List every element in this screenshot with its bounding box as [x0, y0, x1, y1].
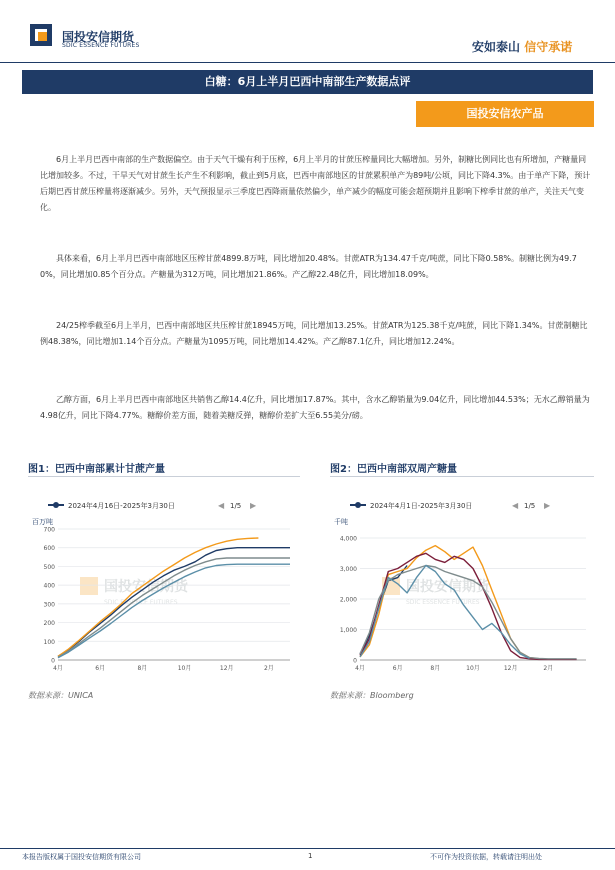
chart-2-ylabel: 千吨: [334, 518, 348, 526]
product-tag: 国投安信农产品: [416, 101, 594, 127]
footer-disclaimer: 不可作为投资依据，转载请注明出处: [430, 853, 542, 861]
watermark-text-en: SDIC ESSENCE FUTURES: [104, 599, 178, 606]
y-tick-label: 500: [43, 563, 55, 571]
x-tick-label: 6月: [392, 665, 403, 672]
x-tick-label: 4月: [355, 665, 365, 672]
paragraph-summary: 6月上半月巴西中南部的生产数据偏空。由于天气干燥有利于压榨，6月上半月的甘蔗压榨量同比大幅增加。另外，制糖比例同比也有所增加，产糖量同比增加较多。不过，干旱天气对甘蔗生长产生不利影响，截止到5月底，巴西中南部地区的甘蔗累积单产为89吨/公顷，同比下降4.3%。由于单产下降，预计后期巴西甘蔗压榨量将逐渐减少。另外，天气预报显示三季度巴西降雨量依然偏少，单产减少的幅度可能会超预期并且影响下榨季甘蔗的单产，关注天气变化。: [40, 155, 591, 212]
y-tick-label: 600: [43, 545, 55, 553]
y-tick-label: 400: [43, 582, 55, 590]
figure-1-pager: 1/5: [230, 502, 242, 510]
paragraph-season: 24/25榨季截至6月上半月，巴西中南部地区共压榨甘蔗18945万吨，同比增加13.25%。甘蔗ATR为125.38千克/吨蔗，同比下降1.34%。甘蔗制糖比例48.38%，同比增加1.14个百分点。产糖量为1095万吨，同比增加14.42%。产乙醇87.1亿升，同比增加12.24%。: [40, 321, 588, 346]
figure-2-divider: [330, 476, 594, 477]
series-line-3: [360, 553, 577, 659]
figure-1-legend-range: 2024年4月16日-2025年3月30日: [68, 502, 175, 510]
watermark-text: 国投安信期货: [104, 579, 188, 595]
header-divider: [0, 62, 615, 63]
x-tick-label: 12月: [503, 665, 518, 672]
watermark-logo-icon: [80, 577, 98, 595]
y-tick-label: 4,000: [339, 535, 357, 543]
y-tick-label: 0: [353, 657, 357, 665]
chart-1: [28, 484, 300, 684]
pager-prev-icon[interactable]: ◀: [218, 501, 225, 510]
x-tick-label: 10月: [177, 665, 192, 672]
y-tick-label: 100: [43, 638, 55, 646]
figure-2-source: 数据来源：Bloomberg: [330, 691, 414, 700]
series-line-3: [58, 558, 290, 657]
chart-2-legend: [350, 501, 551, 510]
pager-prev-icon[interactable]: ◀: [512, 501, 519, 510]
figure-1-source: 数据来源：UNICA: [28, 691, 94, 700]
x-tick-label: 2月: [263, 665, 274, 672]
footer-divider: [0, 848, 615, 849]
x-tick-label: 2月: [543, 665, 554, 672]
y-tick-label: 0: [51, 657, 55, 665]
y-tick-label: 300: [43, 601, 55, 609]
y-tick-label: 2,000: [339, 596, 357, 604]
pager-next-icon[interactable]: ▶: [250, 501, 257, 510]
x-tick-label: 4月: [53, 665, 63, 672]
chart-1-series: [58, 538, 290, 658]
x-tick-label: 6月: [95, 665, 106, 672]
slogan: [472, 38, 572, 55]
figure-1-title: 图1：巴西中南部累计甘蔗产量: [28, 464, 165, 475]
company-logo-icon: [30, 24, 52, 46]
figure-2-legend-range: 2024年4月1日-2025年3月30日: [370, 502, 473, 510]
paragraph-detail: 具体来看，6月上半月巴西中南部地区压榨甘蔗4899.8万吨，同比增加20.48%。甘蔗ATR为134.47千克/吨蔗，同比下降0.58%。制糖比例为49.70%，同比增加0.85个百分点。产糖量为312万吨，同比增加21.86%。产乙醇22.48亿升，同比增加18.09%。: [40, 254, 577, 279]
footer-copyright: 本报告版权属于国投安信期货有限公司: [22, 853, 141, 861]
y-tick-label: 1,000: [339, 627, 357, 634]
company-name-en: SDIC ESSENCE FUTURES: [62, 42, 140, 49]
slogan-part-b: 信守承诺: [524, 40, 573, 54]
chart-1-legend: [48, 501, 257, 510]
report-title: 白糖：6月上半月巴西中南部生产数据点评: [22, 70, 593, 94]
watermark-text: 国投安信期货: [406, 579, 490, 595]
x-tick-label: 8月: [137, 665, 148, 672]
page-number: 1: [308, 852, 313, 860]
chart-2: [330, 484, 594, 684]
y-tick-label: 200: [43, 620, 55, 628]
x-tick-label: 8月: [430, 665, 441, 672]
figure-2-pager: 1/5: [524, 502, 536, 510]
legend-dot-icon: [53, 502, 59, 508]
chart-1-ylabel: 百万吨: [32, 518, 53, 526]
x-tick-label: 10月: [466, 665, 480, 672]
slogan-part-a: 安如泰山: [472, 40, 521, 54]
y-tick-label: 3,000: [339, 566, 357, 573]
company-name-cn: 国投安信期货: [62, 30, 135, 44]
y-tick-label: 700: [43, 526, 55, 534]
figure-2-title: 图2：巴西中南部双周产糖量: [330, 464, 457, 475]
legend-dot-icon: [355, 502, 361, 508]
watermark-text-en: SDIC ESSENCE FUTURES: [406, 599, 480, 606]
paragraph-ethanol: 乙醇方面，6月上半月巴西中南部地区共销售乙醇14.4亿升，同比增加17.87%。其中，含水乙醇销量为9.04亿升，同比增加44.53%；无水乙醇销量为4.98亿升，同比下降4.77%。糖醇价差方面，随着美糖反弹，糖醇价差扩大至6.55美分/磅。: [40, 395, 590, 420]
x-tick-label: 12月: [219, 665, 234, 672]
pager-next-icon[interactable]: ▶: [544, 501, 551, 510]
figure-1-divider: [28, 476, 300, 477]
